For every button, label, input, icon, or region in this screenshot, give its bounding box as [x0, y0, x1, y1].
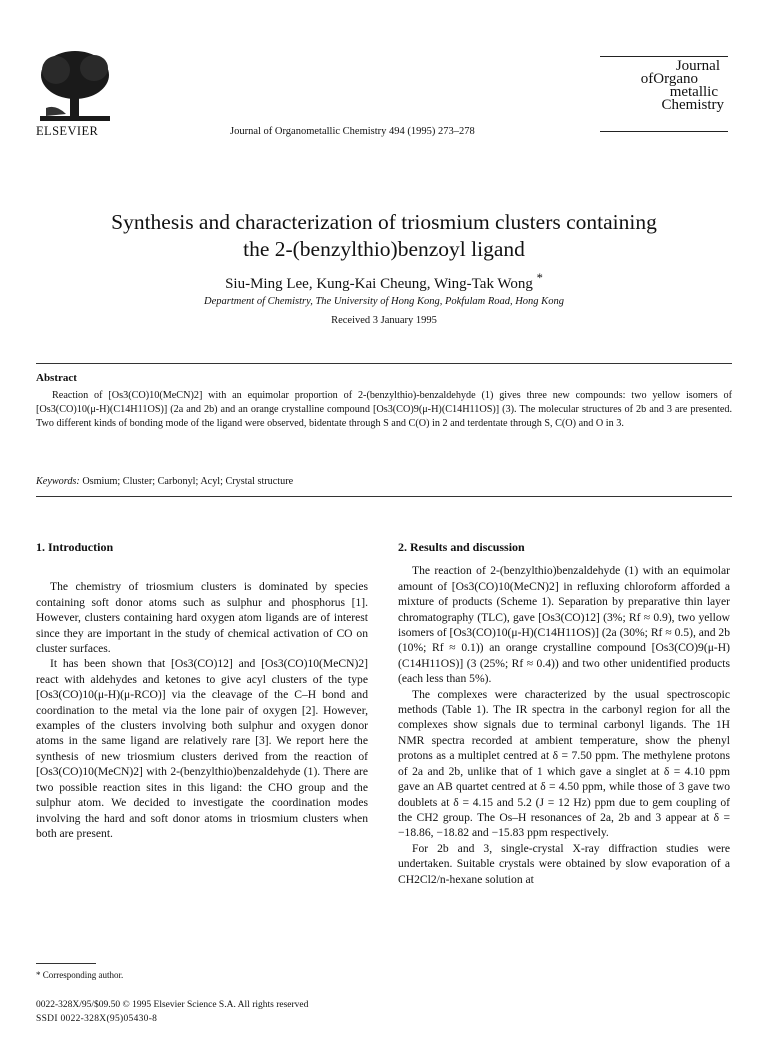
copyright-line: 0022-328X/95/$09.50 © 1995 Elsevier Science S.A. All rights reserved: [36, 1000, 309, 1010]
corresponding-author-mark: *: [536, 271, 543, 285]
logo-line-3: metallic: [669, 84, 718, 100]
journal-citation: Journal of Organometallic Chemistry 494 (1995) 273–278: [230, 126, 475, 137]
footnote-rule: [36, 963, 96, 964]
elsevier-tree-icon: [36, 48, 114, 126]
ssdi-line: SSDI 0022-328X(95)05430-8: [36, 1014, 158, 1024]
section-heading-introduction: 1. Introduction: [36, 540, 114, 554]
logo-top-rule: [600, 56, 728, 57]
keywords: [36, 476, 732, 487]
publisher-name: ELSEVIER: [36, 124, 99, 138]
footnote: * Corresponding author.: [36, 970, 124, 980]
logo-bottom-rule: [600, 131, 728, 132]
received-date: Received 3 January 1995: [331, 315, 437, 326]
results-paragraph: The complexes were characterized by the usual spectroscopic methods (Table 1). The IR spectra in the carbonyl region for all the complexes show signals due to terminal carbonyl ligands. The 1H NMR spectra recorded at ambient temperature, show the phenyl protons as a multiplet centred at δ = 7.50 ppm. The methylene protons of 2a and 2b, unlike that of 1 which gave a singlet at δ = 4.10 ppm gave an AB quartet centred at δ = 4.50 ppm, while those of 3 gave two doublets at δ = 4.15 and 5.2 (J = 12 Hz) ppm due to gem coupling of the CH2 group. The Os–H resonances of 2a, 2b and 3 appear at δ = −18.86, −18.82 and −15.83 ppm respectively.: [398, 687, 730, 840]
abstract-text: Reaction of [Os3(CO)10(MeCN)2] with an equimolar proportion of 2-(benzylthio)-benzaldehyde (1) gives three new compounds: two yellow isomers of [Os3(CO)10(μ-H)(C14H11OS)] (2a and 2b) and an orange crystalline compound [Os3(CO)9(μ-H)(C14H11OS)] (3). The molecular structures of 2b and 3 are presented. Two different kinds of bonding mode of the ligand were observed, bidentate through S and C(O) in 2 and terdentate through S, C(O) and O in 3.: [36, 390, 732, 430]
article-title: [60, 209, 708, 263]
authors-text: Siu-Ming Lee, Kung-Kai Cheung, Wing-Tak Wong: [225, 276, 533, 292]
abstract-bottom-rule: [36, 496, 732, 497]
author-list: [60, 271, 708, 293]
logo-line-2: ofOrgano: [640, 71, 698, 87]
abstract-top-rule: [36, 363, 732, 364]
results-paragraph: For 2b and 3, single-crystal X-ray diffraction studies were undertaken. Suitable crystals were obtained by slow evaporation of a CH2Cl2/n-hexane solution at: [398, 841, 730, 886]
intro-paragraph: The chemistry of triosmium clusters is dominated by species containing soft donor atoms such as sulphur and phosphorus [1]. However, clusters containing hard oxygen atom ligands are of interest since they are important in the study of chemical activation of CO on cluster surfaces.: [36, 580, 368, 656]
affiliation: Department of Chemistry, The University of Hong Kong, Pokfulam Road, Hong Kong: [204, 296, 564, 307]
section-heading-results: 2. Results and discussion: [398, 540, 525, 554]
title-line-1: Synthesis and characterization of triosmium clusters containing: [111, 210, 657, 234]
logo-line-4: Chemistry: [661, 97, 724, 113]
right-column: [398, 540, 730, 887]
abstract-heading: Abstract: [36, 372, 77, 384]
keywords-label: Keywords:: [36, 476, 80, 487]
left-column: [36, 540, 368, 841]
results-paragraph: The reaction of 2-(benzylthio)benzaldehyde (1) with an equimolar amount of [Os3(CO)10(MeCN)2] in refluxing chloroform afforded a mixture of products (Scheme 1). Separation by preparative thin layer chromatography (TLC), gave [Os3(CO)12] (3%; Rf ≈ 0.9), two yellow isomers of [Os3(CO)10(μ-H)(C14H11OS)] (2a (30%; Rf ≈ 0.5), and 2b (10%; Rf ≈ 0.1)) an orange crystalline compound [Os3(CO)9(μ-H)(C14H11OS)] (3 (25%; Rf ≈ 0.4)) and two other unidentified products (each less than 5%).: [398, 564, 730, 686]
title-line-2: the 2-(benzylthio)benzoyl ligand: [243, 237, 525, 261]
intro-paragraph: It has been shown that [Os3(CO)12] and [Os3(CO)10(MeCN)2] react with aldehydes and ketones to give acyl clusters of the type [Os3(CO)10(μ-H)(μ-RCO)] via the cleavage of the C–H bond and coordination to the metal via the lone pair of oxygen [2]. However, examples of the clusters involving both sulphur and oxygen donor atoms in the same ligand are relatively rare [3]. We report here the synthesis of new triosmium clusters derived from the reaction of [Os3(CO)10(MeCN)2] with 2-(benzylthio)benzaldehyde (1). There are two possible reaction sites in this ligand: the CHO group and the sulphur atom. We decided to investigate the coordination modes involving the hard and soft donor atoms in triosmium clusters when both are present.: [36, 657, 368, 840]
journal-logo: [600, 56, 728, 132]
keywords-list: Osmium; Cluster; Carbonyl; Acyl; Crystal structure: [82, 476, 294, 487]
logo-line-1: Journal: [675, 58, 720, 74]
